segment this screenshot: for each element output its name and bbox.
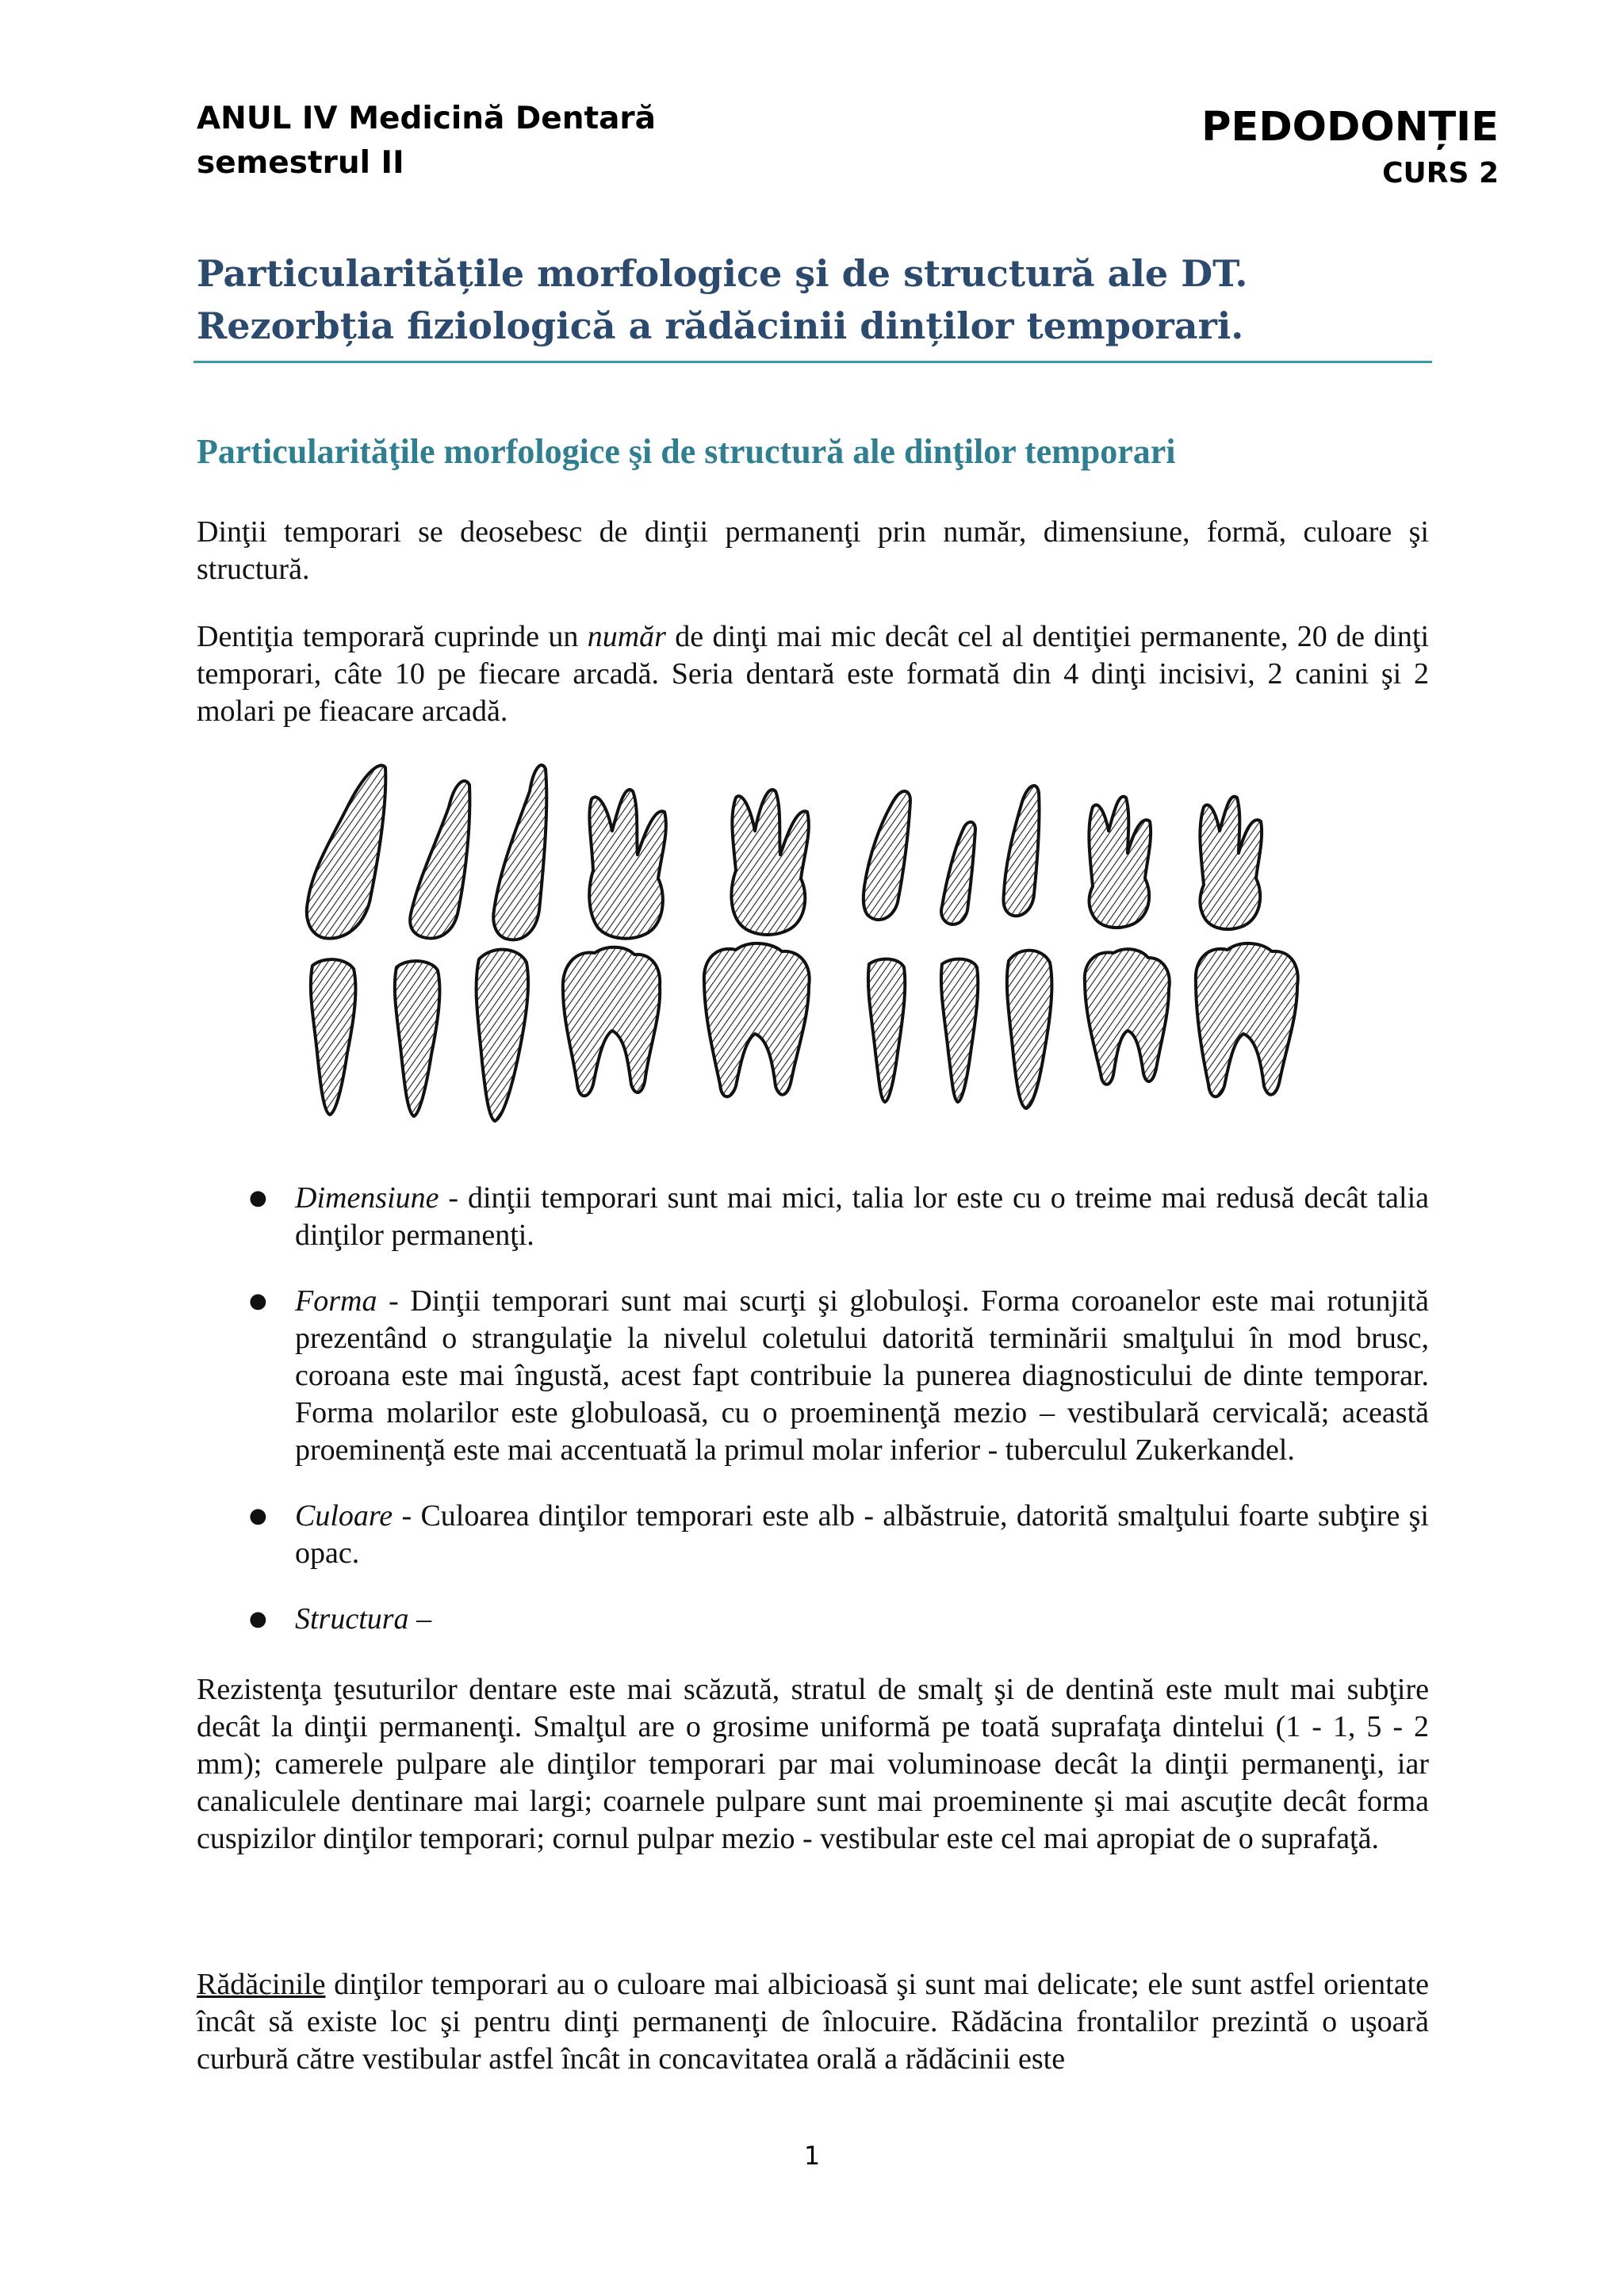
radacini-term: Rădăcinile [197, 1968, 326, 2001]
list-item-term: Dimensiune [295, 1181, 439, 1215]
list-item-forma [197, 1283, 1429, 1469]
list-item-dimensiune [197, 1180, 1429, 1254]
tooth-lower-2 [395, 961, 440, 1116]
tooth-lower-3 [477, 950, 528, 1121]
bullet-icon: ● [249, 1289, 267, 1313]
tooth-upper-6 [864, 791, 910, 920]
tooth-lower-10 [1196, 943, 1298, 1096]
tooth-lower-9 [1085, 949, 1170, 1085]
tooth-upper-3 [493, 765, 546, 939]
list-item-term: Forma [295, 1284, 377, 1318]
header-subject: PEDODONȚIE [1201, 104, 1499, 151]
tooth-upper-4 [589, 790, 666, 939]
tooth-upper-2 [410, 781, 469, 938]
primary-teeth-illustration [292, 752, 1339, 1156]
intro-paragraph: Dinţii temporari se deosebesc de dinţii permanenţi prin număr, dimensiune, formă, culoare şi structură. [197, 515, 1429, 586]
tooth-lower-7 [941, 959, 978, 1102]
page-number: 1 [803, 2141, 821, 2171]
list-item-text: - dinţii temporari sunt mai mici, talia lor este cu o treime mai redusă decât talia dinţilor permanenţi. [295, 1181, 1429, 1252]
list-item-text: – [408, 1602, 432, 1636]
tooth-upper-7 [941, 822, 975, 924]
numar-term: număr [587, 620, 666, 653]
tooth-upper-9 [1089, 797, 1151, 928]
header-left [197, 97, 656, 186]
tooth-lower-6 [868, 959, 905, 1102]
bullet-icon: ● [249, 1504, 267, 1528]
list-item-term: Culoare [295, 1499, 393, 1533]
tooth-lower-4 [563, 947, 660, 1096]
radacini-text: dinţilor temporari au o culoare mai albicioasă şi sunt mai delicate; ele sunt astfel orientate încât să existe loc şi pentru dinţi permanenţi de înlocuire. Rădăcina frontalilor prezintă o uşoară curbură către vestibular astfel încât in concavitatea orală a rădăcinii este [197, 1968, 1429, 2076]
tooth-upper-8 [1003, 786, 1039, 916]
header-semester: semestrul II [197, 145, 404, 181]
list-item-term: Structura [295, 1602, 409, 1636]
section-heading: Particularităţile morfologice şi de structură ale dinţilor temporari [197, 432, 1176, 471]
header-right [1201, 101, 1499, 193]
header-course: CURS 2 [1382, 157, 1499, 189]
bullet-icon: ● [249, 1607, 267, 1631]
numar-text-before: Dentiţia temporară cuprinde un [197, 620, 588, 653]
document-title-line-2: Rezorbția fiziologică a rădăcinii dinților temporari. [197, 304, 1244, 347]
list-item-text: - Dinţii temporari sunt mai scurţi şi globuloşi. Forma coroanelor este mai rotunjită prezentând o strangulaţie la nivelul coletului datorită terminării smalţului în mod brusc, coroana este mai îngustă, acest fapt contribuie la punerea diagnosticului de dinte temporar. Forma molarilor este globuloasă, cu o proeminenţă mezio – vestibulară cervicală; această proeminenţă este mai accentuată la primul molar inferior - tuberculul Zukerkandel. [295, 1284, 1429, 1467]
tooth-lower-5 [704, 943, 810, 1096]
document-title [197, 247, 1434, 352]
numar-paragraph [197, 618, 1429, 730]
tooth-upper-1 [307, 765, 385, 938]
rezistenta-paragraph: Rezistenţa ţesuturilor dentare este mai scăzută, stratul de smalţ şi de dentină este mult mai subţire decât la dinţii permanenţi. Smalţul are o grosime uniformă pe toată suprafaţa dintelui (1 - 1, 5 - 2 mm); camerele pulpare ale dinţilor temporari par mai voluminoase decât la dinţii permanenţi, iar canaliculele dentinare mai largi; coarnele pulpare sunt mai proeminente şi mai ascuţite decât forma cuspizilor dinţilor temporari; cornul pulpar mezio - vestibular este cel mai apropiat de o suprafaţă. [197, 1673, 1429, 1855]
characteristics-list [197, 1180, 1429, 1638]
radacini-paragraph [197, 1966, 1429, 2078]
document-title-line-1: Particularitățile morfologice şi de structură ale DT. [197, 252, 1248, 295]
tooth-upper-10 [1200, 797, 1262, 929]
bullet-icon: ● [249, 1186, 267, 1210]
tooth-lower-1 [311, 959, 356, 1115]
tooth-lower-8 [1007, 951, 1052, 1108]
list-item-culoare [197, 1498, 1429, 1572]
numar-text-after: de dinţi mai mic decât cel al dentiţiei permanente, 20 de dinţi temporari, câte 10 pe fiecare arcadă. Seria dentară este formată din 4 dinţi incisivi, 2 canini şi 2 molari pe fieacare arcadă. [197, 620, 1430, 728]
list-item-text: - Culoarea dinţilor temporari este alb - albăstruie, datorită smalţului foarte subţire şi opac. [295, 1499, 1429, 1570]
title-divider [193, 361, 1432, 363]
header-year: ANUL IV Medicină Dentară [197, 101, 656, 136]
list-item-structura [197, 1601, 1429, 1638]
tooth-upper-5 [731, 790, 808, 935]
